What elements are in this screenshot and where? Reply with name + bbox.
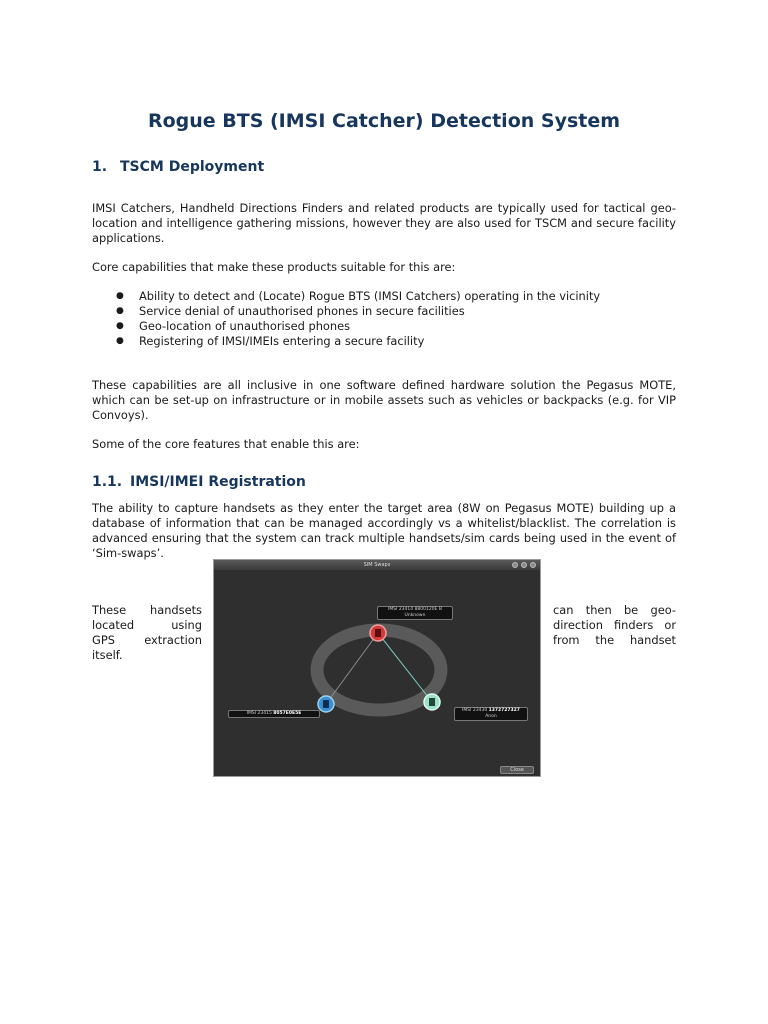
left-node-label bbox=[228, 710, 320, 718]
window-title: SIM Swaps bbox=[363, 562, 391, 568]
list-item-text: Ability to detect and (Locate) Rogue BTS (IMSI Catchers) operating in the vicinity bbox=[139, 289, 601, 303]
list-item bbox=[92, 334, 600, 349]
right-node-label bbox=[454, 707, 528, 721]
subsection-heading-text: IMSI/IMEI Registration bbox=[130, 474, 306, 490]
features-lead: Some of the core features that enable this are: bbox=[92, 437, 360, 451]
list-item-text: Service denial of unauthorised phones in secure facilities bbox=[139, 304, 465, 318]
wrap-text-left bbox=[92, 603, 202, 663]
label-name: Anon bbox=[485, 714, 497, 719]
wrap-line: GPS extraction bbox=[92, 633, 202, 647]
sim-swaps-screenshot bbox=[213, 559, 541, 777]
wrap-line: itself. bbox=[92, 648, 123, 662]
sim-card-icon bbox=[375, 629, 381, 637]
bullet-icon: ● bbox=[116, 321, 124, 331]
section-heading-tscm bbox=[92, 159, 264, 175]
top-node-label bbox=[377, 606, 453, 620]
ring bbox=[317, 630, 441, 710]
document-title: Rogue BTS (IMSI Catcher) Detection System bbox=[147, 110, 621, 132]
list-item-text: Registering of IMSI/IMEIs entering a secure facility bbox=[139, 334, 425, 348]
label-name: Unknown bbox=[404, 613, 426, 618]
subsection-heading-imsi-registration bbox=[92, 474, 306, 490]
summary-paragraph: These capabilities are all inclusive in one software defined hardware solution the Pegasus MOTE, which can be set-up on infrastructure or in mobile assets such as vehicles or backpacks (e.g. for VIP Convoys). bbox=[92, 378, 676, 422]
sim-card-icon bbox=[429, 698, 435, 706]
label-imsi: IMSI 23414 8800120E B bbox=[388, 607, 442, 612]
label-prefix: IMSI 23430 bbox=[462, 708, 488, 713]
wrap-line: located using bbox=[92, 618, 202, 632]
label-prefix: IMSI 23415 bbox=[246, 711, 272, 716]
wrap-line: can then be geo- bbox=[553, 603, 676, 617]
label-value: 1372727327 bbox=[488, 708, 520, 713]
list-item bbox=[92, 319, 600, 334]
section-heading-text: TSCM Deployment bbox=[120, 159, 265, 175]
intro-paragraph: IMSI Catchers, Handheld Directions Finders and related products are typically used for tactical geo-location and intelligence gathering missions, however they are also used for TSCM and secure facility applications. bbox=[92, 201, 676, 245]
bullet-icon: ● bbox=[116, 291, 124, 301]
subsection-number: 1.1. bbox=[92, 474, 123, 490]
list-item bbox=[92, 304, 600, 319]
wrap-line: direction finders or bbox=[553, 618, 676, 632]
capabilities-lead: Core capabilities that make these products suitable for this are: bbox=[92, 260, 456, 274]
section-number: 1. bbox=[92, 159, 108, 175]
label-value: 8057E0E5E bbox=[273, 711, 302, 716]
capabilities-list bbox=[92, 289, 600, 349]
bullet-icon: ● bbox=[116, 336, 124, 346]
bullet-icon: ● bbox=[116, 306, 124, 316]
close-button[interactable]: Close bbox=[500, 766, 534, 774]
sim-card-icon bbox=[323, 700, 329, 708]
registration-paragraph: The ability to capture handsets as they enter the target area (8W on Pegasus MOTE) building up a database of information that can be managed accordingly vs a whitelist/blacklist. The correlation is advanced ensuring that the system can track multiple handsets/sim cards being used in the event of ‘Sim-swaps’. bbox=[92, 501, 676, 560]
wrap-line: These handsets bbox=[92, 603, 202, 617]
wrap-line: from the handset bbox=[553, 633, 676, 647]
swap-graph bbox=[214, 560, 540, 776]
list-item-text: Geo-location of unauthorised phones bbox=[139, 319, 351, 333]
wrap-text-right bbox=[553, 603, 676, 648]
list-item bbox=[92, 289, 600, 304]
